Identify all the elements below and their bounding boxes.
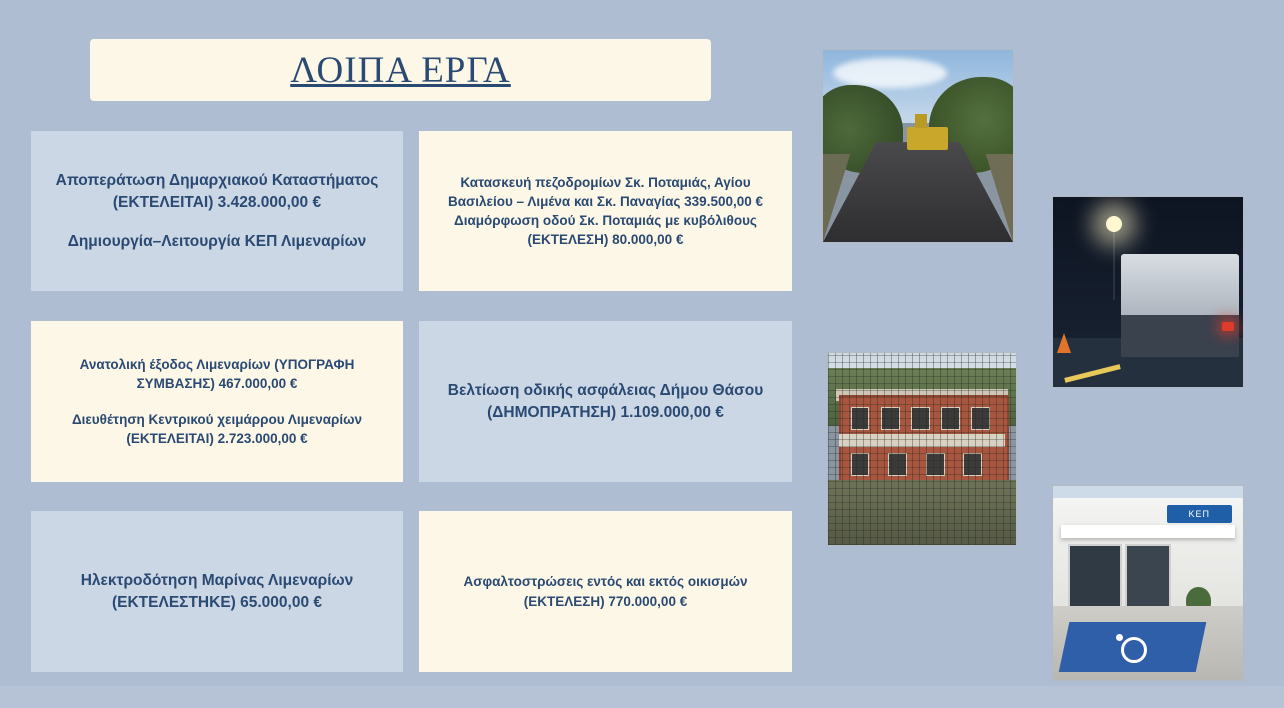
taillight-icon — [1222, 322, 1234, 331]
info-card-4-line-1: Βελτίωση οδικής ασφάλειας Δήμου Θάσου (ΔΗΜΟΠΡΑΤΗΣΗ) 1.109.000,00 € — [447, 381, 764, 421]
kep-sign: ΚΕΠ — [1167, 505, 1232, 522]
info-card-3-body — [45, 355, 389, 449]
page-title: ΛΟΙΠΑ ΕΡΓΑ — [290, 49, 511, 91]
info-card-3-line-1: Ανατολική έξοδος Λιμεναρίων (ΥΠΟΓΡΑΦΗ ΣΥΜΒΑΣΗΣ) 467.000,00 € — [79, 356, 355, 391]
info-card-2-body — [433, 173, 778, 250]
wheelchair-icon — [1121, 637, 1147, 663]
works-truck-chassis — [1121, 315, 1239, 357]
entrance-window — [1125, 544, 1171, 614]
photo-kep-entrance-art — [1053, 486, 1243, 680]
construction-fence — [828, 353, 1016, 545]
photo-asphalt-road-art — [823, 50, 1013, 242]
info-card-1-line-1: Αποπεράτωση Δημαρχιακού Καταστήματος (ΕΚΤΕΛΕΙΤΑΙ) 3.428.000,00 € — [55, 171, 379, 211]
slide-bottom-strip — [0, 686, 1284, 708]
photo-red-building — [827, 352, 1017, 546]
photo-asphalt-road — [822, 49, 1014, 243]
info-card-5-body — [45, 570, 389, 614]
info-card-1 — [31, 131, 403, 291]
cloud-shape — [833, 58, 947, 89]
entrance-door — [1068, 544, 1121, 614]
info-card-2-line-1: Κατασκευή πεζοδρομίων Σκ. Ποταμιάς, Αγίου Βασιλείου – Λιμένα και Σκ. Παναγίας 339.500,00 € Διαμόρφωση οδού Σκ. Ποταμιάς με κυβόλιθους (ΕΚΤΕΛΕΣΗ) 80.000,00 € — [448, 174, 763, 248]
info-card-6-body — [433, 572, 778, 610]
info-card-3-line-2: Διευθέτηση Κεντρικού χειμάρρου Λιμεναρίων (ΕΚΤΕΛΕΙΤΑΙ) 2.723.000,00 € — [71, 412, 363, 447]
info-card-4 — [419, 321, 792, 482]
info-card-2 — [419, 131, 792, 291]
slide-title-box — [90, 39, 711, 101]
info-card-1-line-2: Δημιουργία–Λειτουργία ΚΕΠ Λιμεναρίων — [67, 232, 367, 250]
paver-machine — [907, 127, 949, 150]
entrance-canopy — [1061, 525, 1236, 539]
photo-red-building-art — [828, 353, 1016, 545]
info-card-1-body — [45, 170, 389, 253]
info-card-5 — [31, 511, 403, 672]
traffic-cone-icon — [1057, 333, 1071, 353]
wheelchair-icon-head — [1116, 634, 1123, 641]
photo-night-works-art — [1053, 197, 1243, 387]
info-card-5-line-1: Ηλεκτροδότηση Μαρίνας Λιμεναρίων (ΕΚΤΕΛΕΣΤΗΚΕ) 65.000,00 € — [80, 571, 354, 611]
info-card-6 — [419, 511, 792, 672]
info-card-3 — [31, 321, 403, 482]
info-card-4-body — [433, 380, 778, 424]
photo-night-works — [1052, 196, 1244, 388]
photo-kep-entrance — [1052, 485, 1244, 681]
info-card-6-line-1: Ασφαλτοστρώσεις εντός και εκτός οικισμών (ΕΚΤΕΛΕΣΗ) 770.000,00 € — [463, 574, 748, 609]
